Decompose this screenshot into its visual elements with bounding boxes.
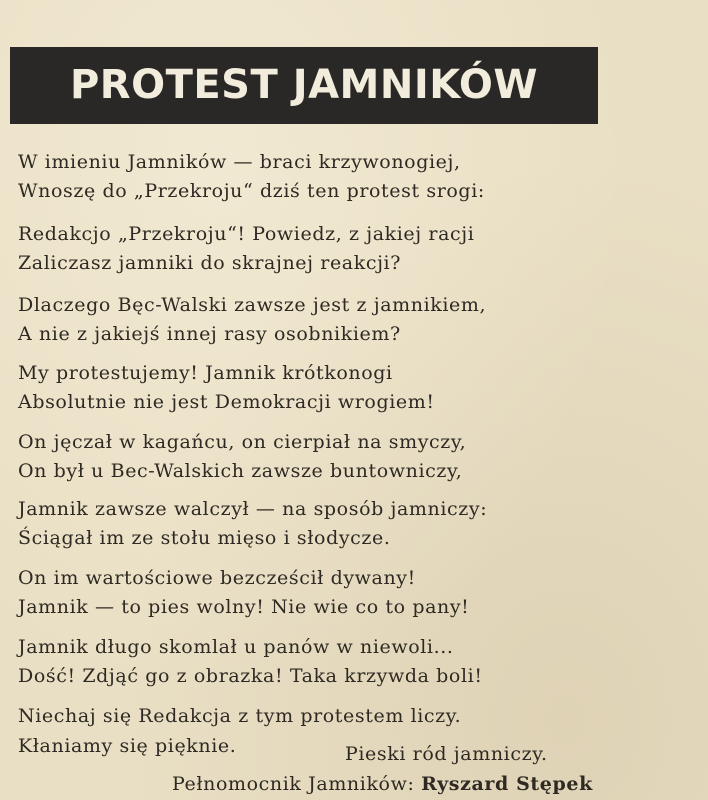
closing-line: Pieski ród jamniczy. (345, 743, 548, 765)
poem-line: Ściągał im ze stołu mięso i słodycze. (18, 527, 391, 549)
poem-title: PROTEST JAMNIKÓW (69, 62, 539, 108)
poem-line: My protestujemy! Jamnik krótkonogi (18, 362, 393, 384)
poem-line: On był u Bec-Walskich zawsze buntowniczy, (18, 460, 463, 482)
poem-line: Niechaj się Redakcja z tym protestem liczy. (18, 705, 462, 727)
poem-line: Jamnik długo skomlał u panów w niewoli... (18, 636, 454, 658)
poem-line: Wnoszę do „Przekroju“ dziś ten protest srogi: (18, 180, 485, 202)
poem-line: Dlaczego Bęc-Walski zawsze jest z jamnikiem, (18, 294, 487, 316)
poem-line: W imieniu Jamników — braci krzywonogiej, (18, 151, 461, 173)
title-banner (10, 47, 598, 124)
poem-line: Dość! Zdjąć go z obrazka! Taka krzywda boli! (18, 665, 483, 687)
signature-role: Pełnomocnik Jamników: (172, 773, 415, 795)
poem-line: Jamnik — to pies wolny! Nie wie co to pany! (18, 596, 470, 618)
poem-line: On jęczał w kagańcu, on cierpiał na smyczy, (18, 431, 467, 453)
signature-name: Ryszard Stępek (421, 773, 593, 795)
poem-line: Kłaniamy się pięknie. (18, 735, 237, 757)
poem-line: Jamnik zawsze walczył — na sposób jamniczy: (18, 498, 488, 520)
poem-line: A nie z jakiejś innej rasy osobnikiem? (18, 323, 401, 345)
poem-line: Zaliczasz jamniki do skrajnej reakcji? (18, 252, 402, 274)
signature (172, 772, 593, 796)
poem-line: Redakcjo „Przekroju“! Powiedz, z jakiej racji (18, 223, 475, 245)
poem-line: On im wartościowe bezcześcił dywany! (18, 567, 416, 589)
poem-line: Absolutnie nie jest Demokracji wrogiem! (18, 391, 435, 413)
